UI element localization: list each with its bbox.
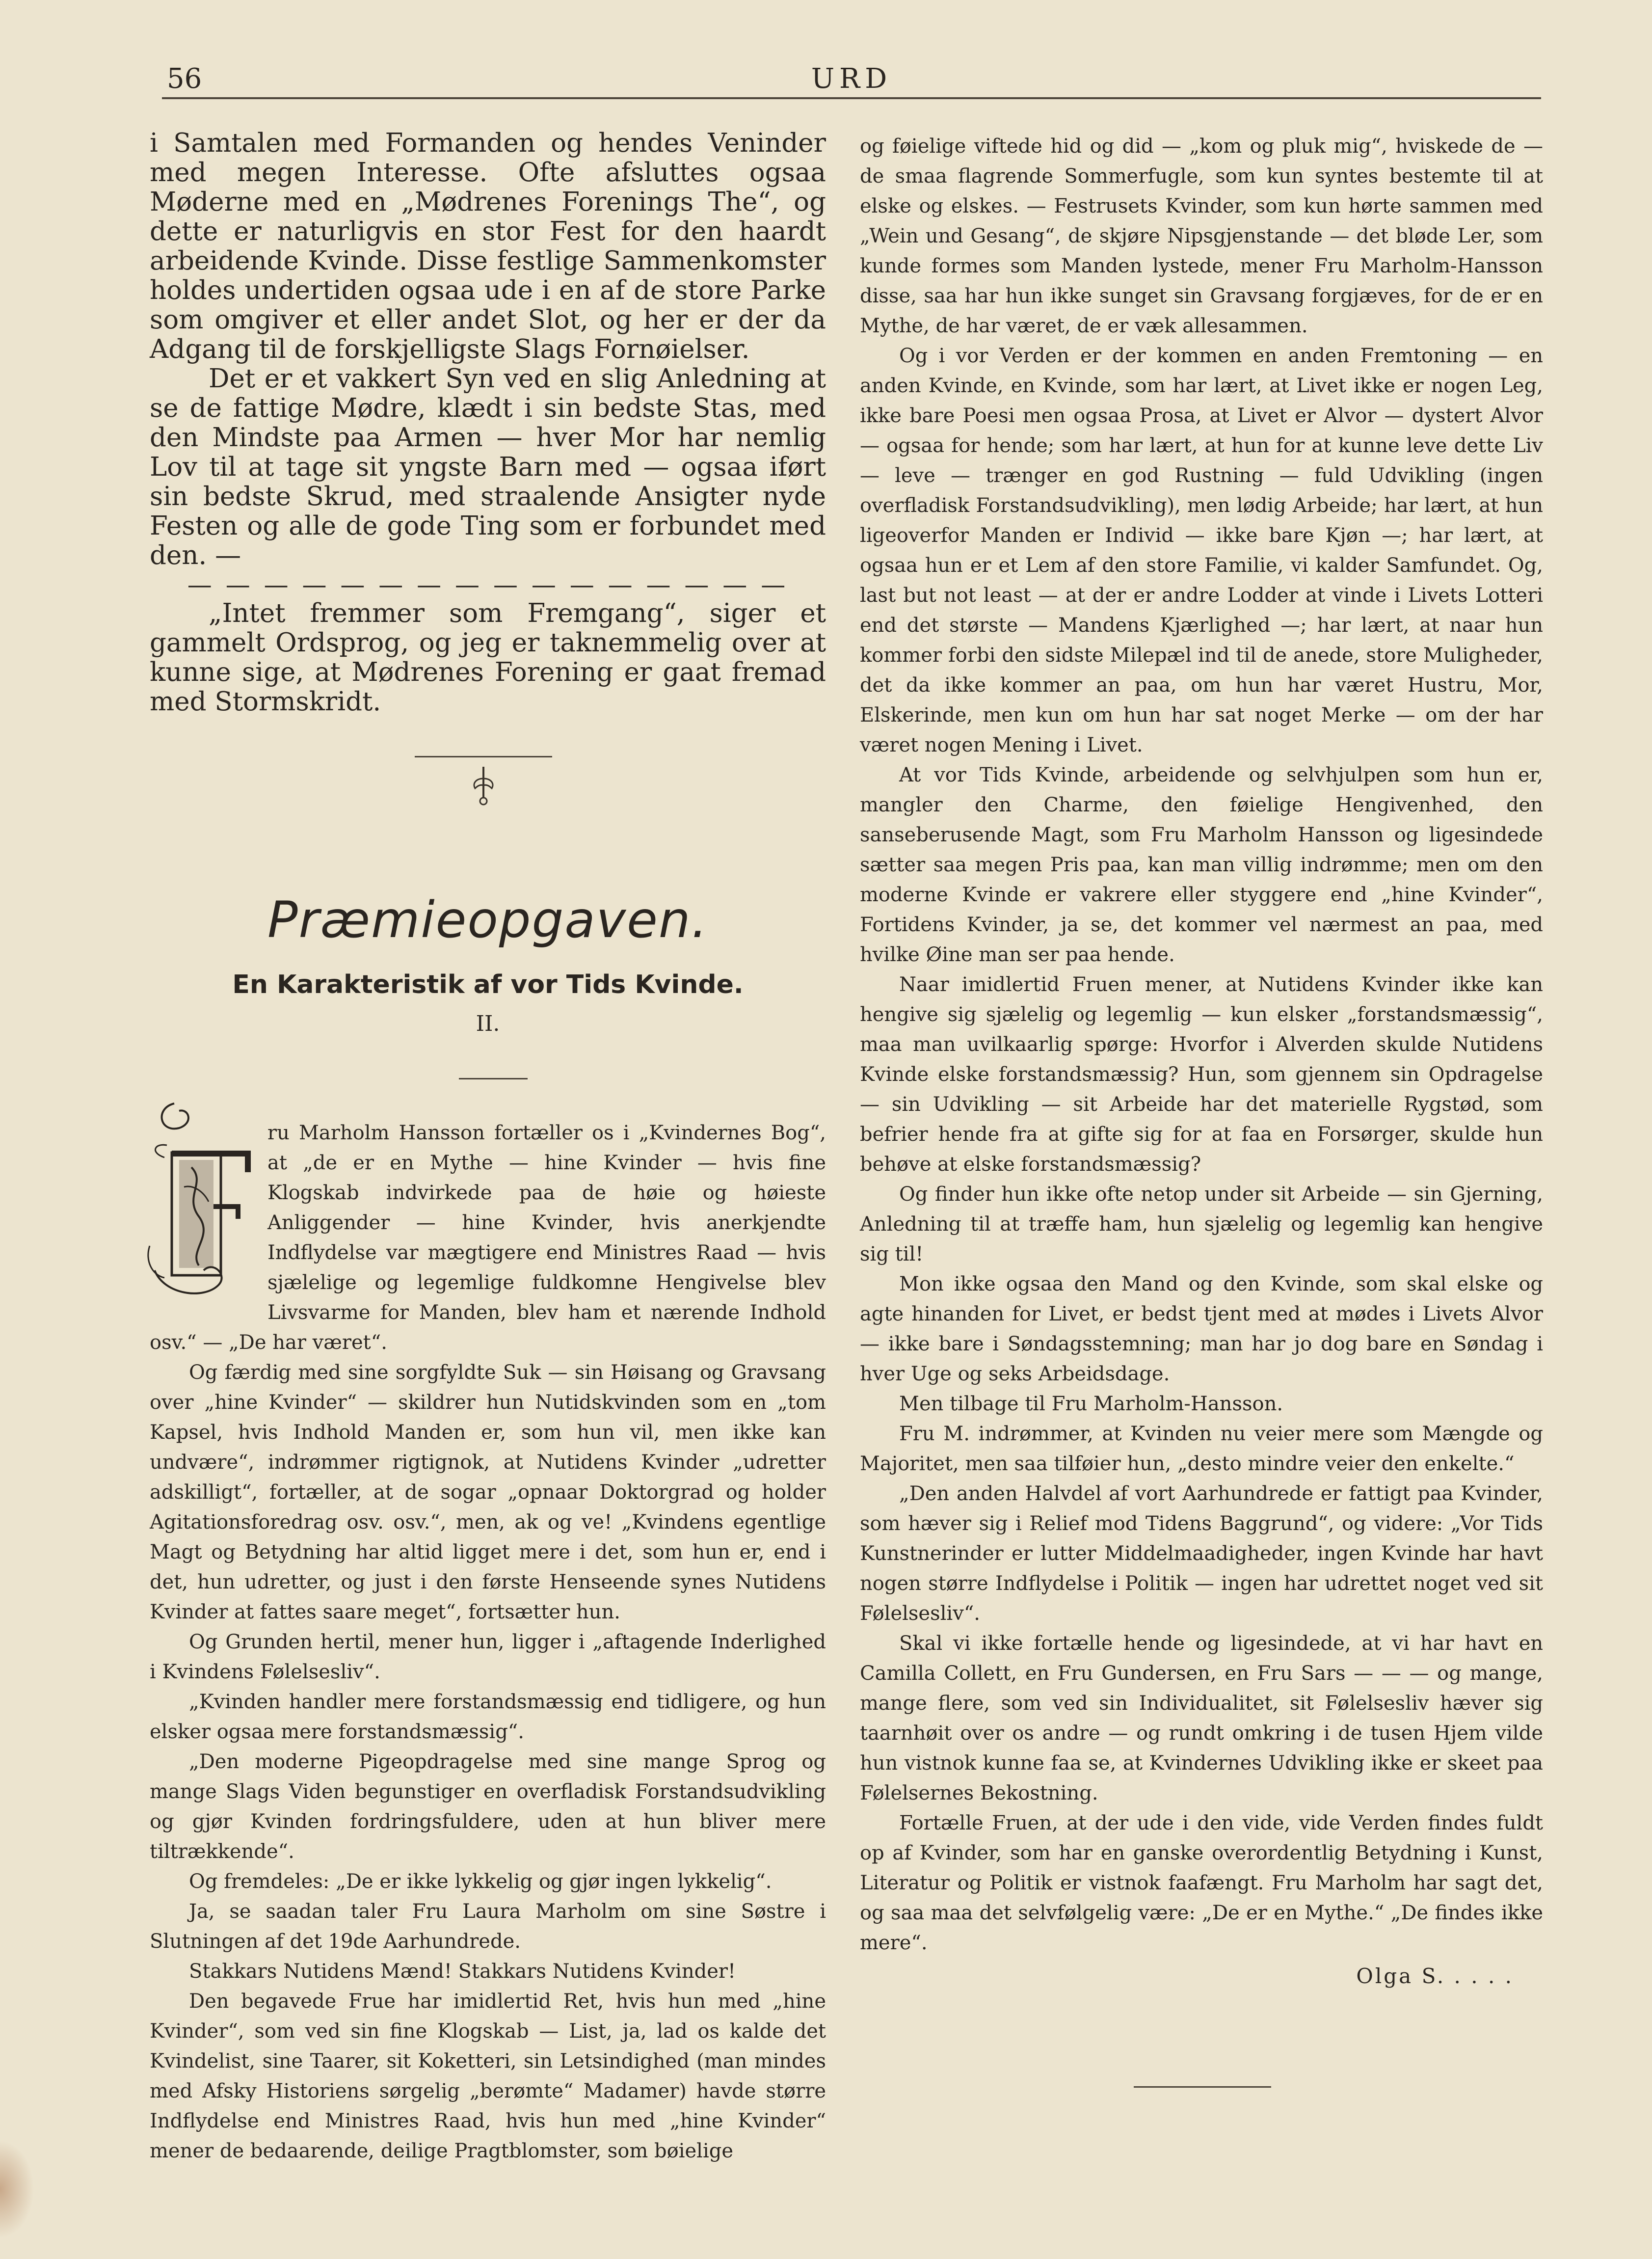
paragraph: og føielige viftede hid og did — „kom og pluk mig“, hviskede de — de smaa flagrende Sommerfugle, som kun syntes bestemte til at elske og elskes. — Festrusets Kvinder, som kun hørte sammen med „Wein und Gesang“, de skjøre Nipsgjenstande — det bløde Ler, som kunde formes som Manden lystede, mener Fru Marholm-Hansson disse, saa har hun ikke sunget sin Gravsang forgjæves, for de er en Mythe, de har været, de er væk allesammen. (860, 135, 1543, 337)
paragraph: Det er et vakkert Syn ved en slig Anledning at se de fattige Mødre, klædt i sin bedste Stas, med den Mindste paa Armen — hver Mor har nemlig Lov til at tage sit yngste Barn med — ogsaa iført sin bedste Skrud, med straalende Ansigter nyde Festen og alle de gode Ting som er forbundet med den. — (150, 364, 826, 570)
paragraph: Fortælle Fruen, at der ude i den vide, vide Verden findes fuldt op af Kvinder, som har en ganske overordentlig Betydning i Kunst, Literatur og Politik er vistnok faafængt. Fru Marholm har sagt det, og saa maa det selvfølgelig være: „De er en Mythe.“ „De findes ikke mere“. (860, 1812, 1543, 1954)
paper-stain (0, 2140, 34, 2238)
paragraph: „Intet fremmer som Fremgang“, siger et gammelt Ordsprog, og jeg er taknemmelig over at kunne sige, at Mødrenes Forening er gaat fremad med Stormskridt. (150, 598, 826, 717)
paragraph: „Kvinden handler mere forstandsmæssig end tidligere, og hun elsker ogsaa mere forstandsmæssig“. (150, 1691, 826, 1743)
short-rule (459, 1078, 528, 1079)
paragraph: „Den moderne Pigeopdragelse med sine mange Sprog og mange Slags Viden begunstiger en overfladisk Forstandsudvikling og gjør Kvinden fordringsfuldere, uden at hun bliver mere tiltrækkende“. (150, 1750, 826, 1863)
dash-separator: — — — — — — — — — — — — — — — — (187, 570, 789, 599)
left-column-top (150, 129, 826, 717)
paragraph: Stakkars Nutidens Mænd! Stakkars Nutidens Kvinder! (189, 1960, 736, 1983)
ornament-rule (415, 756, 552, 757)
paragraph: „Den anden Halvdel af vort Aarhundrede er fattigt paa Kvinder, som hæver sig i Relief mod Tidens Baggrund“, og videre: „Vor Tids Kunstnerinder er lutter Middelmaadigheder, ingen Kvinde har havt nogen større Indflydelse i Politik — ingen har udrettet noget ved sit Følelsesliv“. (860, 1482, 1543, 1625)
right-column (860, 132, 1543, 1991)
paragraph: Og Grunden hertil, mener hun, ligger i „aftagende Inderlighed i Kvindens Følelsesliv“. (150, 1631, 826, 1683)
author-signature: Olga S. . . . . (1356, 1964, 1514, 1988)
paragraph: Skal vi ikke fortælle hende og ligesindede, at vi har havt en Camilla Collett, en Fru Gundersen, en Fru Sars — — — og mange, mange flere, som ved sin Individualitet, sit Følelsesliv hæver sig taarnhøit over os andre — og rundt omkring i de tusen Hjem vilde hun vistnok kunne faa se, at Kvindernes Udvikling ikke er skeet paa Følelsernes Bekostning. (860, 1632, 1543, 1804)
section-title: Præmieopgaven. (267, 891, 708, 949)
paragraph: At vor Tids Kvinde, arbeidende og selvhjulpen som hun er, mangler den Charme, den føielige Hengivenhed, den sanseberusende Magt, som Fru Marholm Hansson og ligesindede sætter saa megen Pris paa, kan man villig indrømme; men om den moderne Kvinde er vakrere eller styggere end „hine Kvinder“, Fortidens Kvinder, ja se, det kommer vel nærmest an paa, med hvilke Øine man ser paa hende. (860, 764, 1543, 966)
paragraph: Ja, se saadan taler Fru Laura Marholm om sine Søstre i Slutningen af det 19de Aarhundrede. (150, 1900, 826, 1953)
paragraph: Mon ikke ogsaa den Mand og den Kvinde, som skal elske og agte hinanden for Livet, er bedst tjent med at mødes i Livets Alvor — ikke bare i Søndagsstemning; man har jo dog bare en Søndag i hver Uge og seks Arbeidsdage. (860, 1273, 1543, 1385)
left-column-bottom (150, 1118, 826, 2166)
paragraph: Den begavede Frue har imidlertid Ret, hvis hun med „hine Kvinder“, som ved sin fine Klogskab — List, ja, lad os kalde det Kvindelist, sine Taarer, sit Koketteri, sin Letsindighed (man mindes med Afsky Historiens sørgelig „berømte“ Madamer) havde større Indflydelse end Ministres Raad, hvis hun med „hine Kvinder“ mener de bedaarende, deilige Pragtblomster, som bøielige (150, 1990, 826, 2162)
paragraph: Naar imidlertid Fruen mener, at Nutidens Kvinder ikke kan hengive sig sjælelig og legemlig — kun elsker „forstandsmæssig“, maa man uvilkaarlig spørge: Hvorfor i Alverden skulde Nutidens Kvinde elske forstandsmæssig? Hun, som gjennem sin Opdragelse — sin Udvikling — sit Arbeide har det materielle Rygstød, som befrier hende fra at gifte sig for at faa en Forsørger, skulde hun behøve at elske forstandsmæssig? (860, 973, 1543, 1176)
page-number: 56 (167, 63, 202, 95)
dropcap-f-icon (145, 1099, 258, 1305)
section-subtitle: En Karakteristik af vor Tids Kvinde. (232, 970, 744, 999)
paragraph: i Samtalen med Formanden og hendes Veninder med megen Interesse. Ofte afsluttes ogsaa Møderne med en „Mødrenes Forenings The“, og dette er naturligvis en stor Fest for den haardt arbeidende Kvinde. Disse festlige Sammenkomster holdes undertiden ogsaa ude i en af de store Parke som omgiver et eller andet Slot, og her er der da Adgang til de forskjelligste Slags Fornøielser. (150, 128, 826, 364)
paragraph: Og færdig med sine sorgfyldte Suk — sin Høisang og Gravsang over „hine Kvinder“ — skildrer hun Nutidskvinden som en „tom Kapsel, hvis Indhold Manden er, som hun vil, men ikke kan undvære“, indrømmer rigtignok, at Nutidens Kvinder „udretter adskilligt“, fortæller, at de sogar „opnaar Doktorgrad og holder Agitationsforedrag osv. osv.“, men, ak og ve! „Kvindens egentlige Magt og Betydning har altid ligget mere i det, som hun er, end i det, hun udretter, og just i den første Henseende synes Nutidens Kvinder at fattes saare meget“, fortsætter hun. (150, 1361, 826, 1623)
paragraph: Og finder hun ikke ofte netop under sit Arbeide — sin Gjerning, Anledning til at træffe ham, hun sjælelig og legemlig kan hengive sig til! (860, 1183, 1543, 1265)
paragraph: Men tilbage til Fru Marholm-Hansson. (899, 1393, 1283, 1415)
page-header (162, 58, 1541, 99)
paragraph: Og i vor Verden er der kommen en anden Fremtoning — en anden Kvinde, en Kvinde, som har lært, at Livet ikke er nogen Leg, ikke bare Poesi men ogsaa Prosa, at Livet er Alvor — dystert Alvor — ogsaa for hende; som har lært, at hun for at kunne leve dette Liv — leve — trænger en god Rustning — fuld Udvikling (ingen overfladisk Forstandsudvikling), men lødig Arbeide; har lært, at hun ligeoverfor Manden er Individ — ikke bare Kjøn —; har lært, at ogsaa hun er et Lem af den store Familie, vi kalder Samfundet. Og, last but not least — at der er andre Lodder at vinde i Livets Lotteri end det største — Mandens Kjærlighed —; har lært, at naar hun kommer forbi den sidste Milepæl ind til de anede, store Muligheder, det da ikke kommer an paa, om hun har været Hustru, Mor, Elskerinde, men kun om hun har sat noget Merke — om der har været nogen Mening i Livet. (860, 345, 1543, 756)
paragraph: Fru M. indrømmer, at Kvinden nu veier mere som Mængde og Majoritet, men saa tilføier hun, „desto mindre veier den enkelte.“ (860, 1423, 1543, 1475)
fleuron-ornament-icon (461, 764, 506, 808)
section-number: II. (476, 1011, 500, 1036)
end-rule (1134, 2086, 1271, 2088)
running-head: URD (811, 63, 892, 95)
paragraph: Og fremdeles: „De er ikke lykkelig og gjør ingen lykkelig“. (189, 1870, 772, 1893)
paragraph: ru Marholm Hansson fortæller os i „Kvindernes Bog“, at „de er en Mythe — hine Kvinder — hvis fine Klogskab indvirkede paa de høie og høieste Anliggender — hine Kvinder, hvis anerkjendte Indflydelse var mægtigere end Ministres Raad — hvis sjælelige og legemlige fuldkomne Hengivelse blev Livsvarme for Manden, blev ham et nærende Indhold osv.“ — „De har været“. (150, 1122, 826, 1354)
